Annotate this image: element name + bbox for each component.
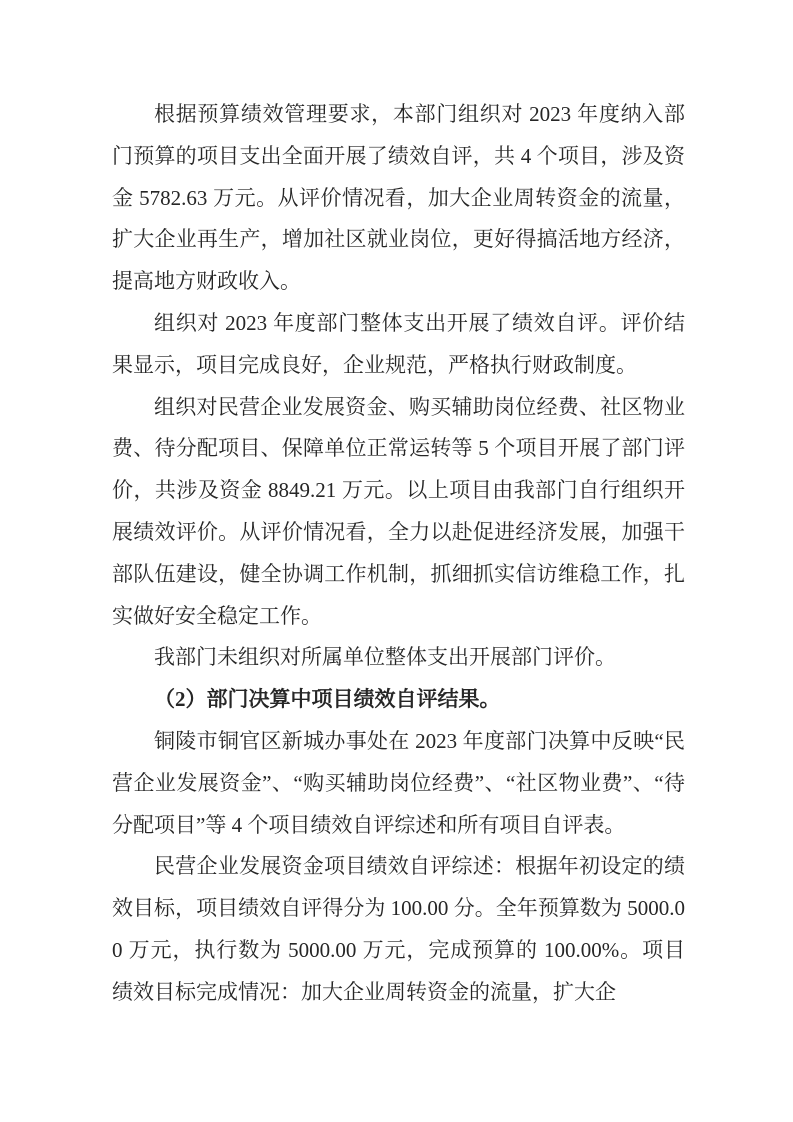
paragraph-project-self-evaluation: 根据预算绩效管理要求，本部门组织对 2023 年度纳入部门预算的项目支出全面开展了绩效自评，共 4 个项目，涉及资金 5782.63 万元。从评价情况看，加大企业周转资金的流量，扩大企业再生产，增加社区就业岗位，更好得搞活地方经济，提高地方财政收入。 xyxy=(112,102,685,294)
paragraph-department-evaluation: 组织对民营企业发展资金、购买辅助岗位经费、社区物业费、待分配项目、保障单位正常运转等 5 个项目开展了部门评价，共涉及资金 8849.21 万元。以上项目由我部门自行组织开展绩效评价。从评价情况看，全力以赴促进经济发展，加强干部队伍建设，健全协调工作机制，抓细抓实信访维稳工作，扎实做好安全稳定工作。 xyxy=(112,394,685,628)
paragraph-final-accounts-reflection: 铜陵市铜官区新城办事处在 2023 年度部门决算中反映“民营企业发展资金”、“购买辅助岗位经费”、“社区物业费”、“待分配项目”等 4 个项目绩效自评综述和所有项目自评表。 xyxy=(112,728,685,837)
section-heading: （2）部门决算中项目绩效自评结果。 xyxy=(154,687,501,712)
paragraph-private-enterprise-fund-summary: 民营企业发展资金项目绩效自评综述：根据年初设定的绩效目标，项目绩效自评得分为 100.00 分。全年预算数为 5000.00 万元，执行数为 5000.00 万元，完成预算的 100.00%。项目绩效目标完成情况：加大企业周转资金的流量，扩大企 xyxy=(112,854,685,1004)
paragraph-overall-expenditure-evaluation: 组织对 2023 年度部门整体支出开展了绩效自评。评价结果显示，项目完成良好，企业规范，严格执行财政制度。 xyxy=(112,310,685,377)
paragraph-subordinate-units-note: 我部门未组织对所属单位整体支出开展部门评价。 xyxy=(154,645,616,670)
